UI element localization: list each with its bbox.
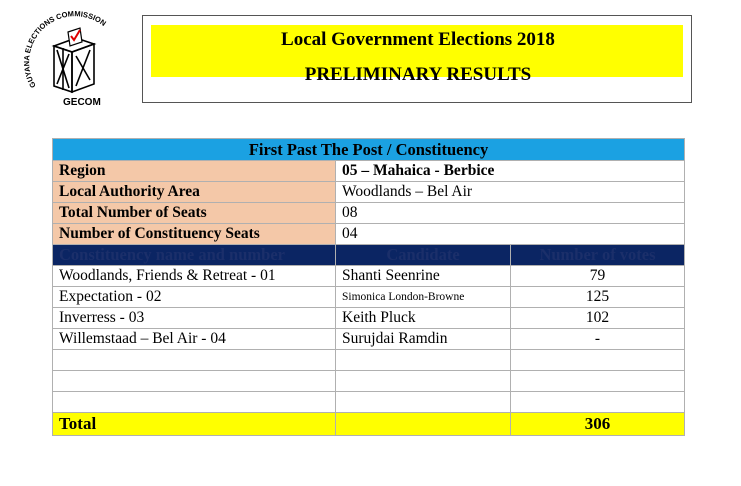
table-row	[53, 308, 685, 329]
info-value: 05 – Mahaica - Berbice	[336, 161, 685, 182]
empty-row	[53, 392, 685, 413]
table-banner-row	[53, 139, 685, 161]
header-box	[142, 15, 692, 103]
total-spacer	[336, 413, 511, 436]
table-row	[53, 266, 685, 287]
ballot-box-icon	[14, 8, 126, 108]
column-header: Constituency name and number	[53, 245, 336, 266]
constituency-cell: Inverress - 03	[53, 308, 336, 329]
total-label: Total	[53, 413, 336, 436]
logo-abbrev: GECOM	[63, 97, 101, 108]
column-header-row	[53, 245, 685, 266]
candidate-cell: Surujdai Ramdin	[336, 329, 511, 350]
gecom-logo	[14, 8, 126, 108]
page-title: Local Government Elections 2018	[281, 29, 555, 50]
total-value: 306	[511, 413, 685, 436]
info-row-constituency-seats	[53, 224, 685, 245]
votes-cell: -	[511, 329, 685, 350]
empty-row	[53, 371, 685, 392]
page-subtitle: PRELIMINARY RESULTS	[304, 64, 532, 85]
info-label: Number of Constituency Seats	[53, 224, 336, 245]
column-header: Number of votes	[511, 245, 685, 266]
info-label: Total Number of Seats	[53, 203, 336, 224]
votes-cell: 79	[511, 266, 685, 287]
info-row-local-authority	[53, 182, 685, 203]
info-label: Local Authority Area	[53, 182, 336, 203]
candidate-cell: Keith Pluck	[336, 308, 511, 329]
candidate-cell: Shanti Seenrine	[336, 266, 511, 287]
info-row-total-seats	[53, 203, 685, 224]
results-table	[52, 138, 685, 436]
info-value: 04	[336, 224, 685, 245]
info-value: 08	[336, 203, 685, 224]
table-row	[53, 329, 685, 350]
info-row-region	[53, 161, 685, 182]
total-row	[53, 413, 685, 436]
table-banner: First Past The Post / Constituency	[53, 139, 685, 161]
logo-org-name: GUYANA ELECTIONS COMMISSION	[22, 9, 108, 90]
votes-cell: 125	[511, 287, 685, 308]
constituency-cell: Woodlands, Friends & Retreat - 01	[53, 266, 336, 287]
info-label: Region	[53, 161, 336, 182]
candidate-cell: Simonica London-Browne	[336, 287, 511, 308]
column-header: Candidate	[336, 245, 511, 266]
votes-cell: 102	[511, 308, 685, 329]
empty-row	[53, 350, 685, 371]
constituency-cell: Willemstaad – Bel Air - 04	[53, 329, 336, 350]
info-value: Woodlands – Bel Air	[336, 182, 685, 203]
constituency-cell: Expectation - 02	[53, 287, 336, 308]
table-row	[53, 287, 685, 308]
